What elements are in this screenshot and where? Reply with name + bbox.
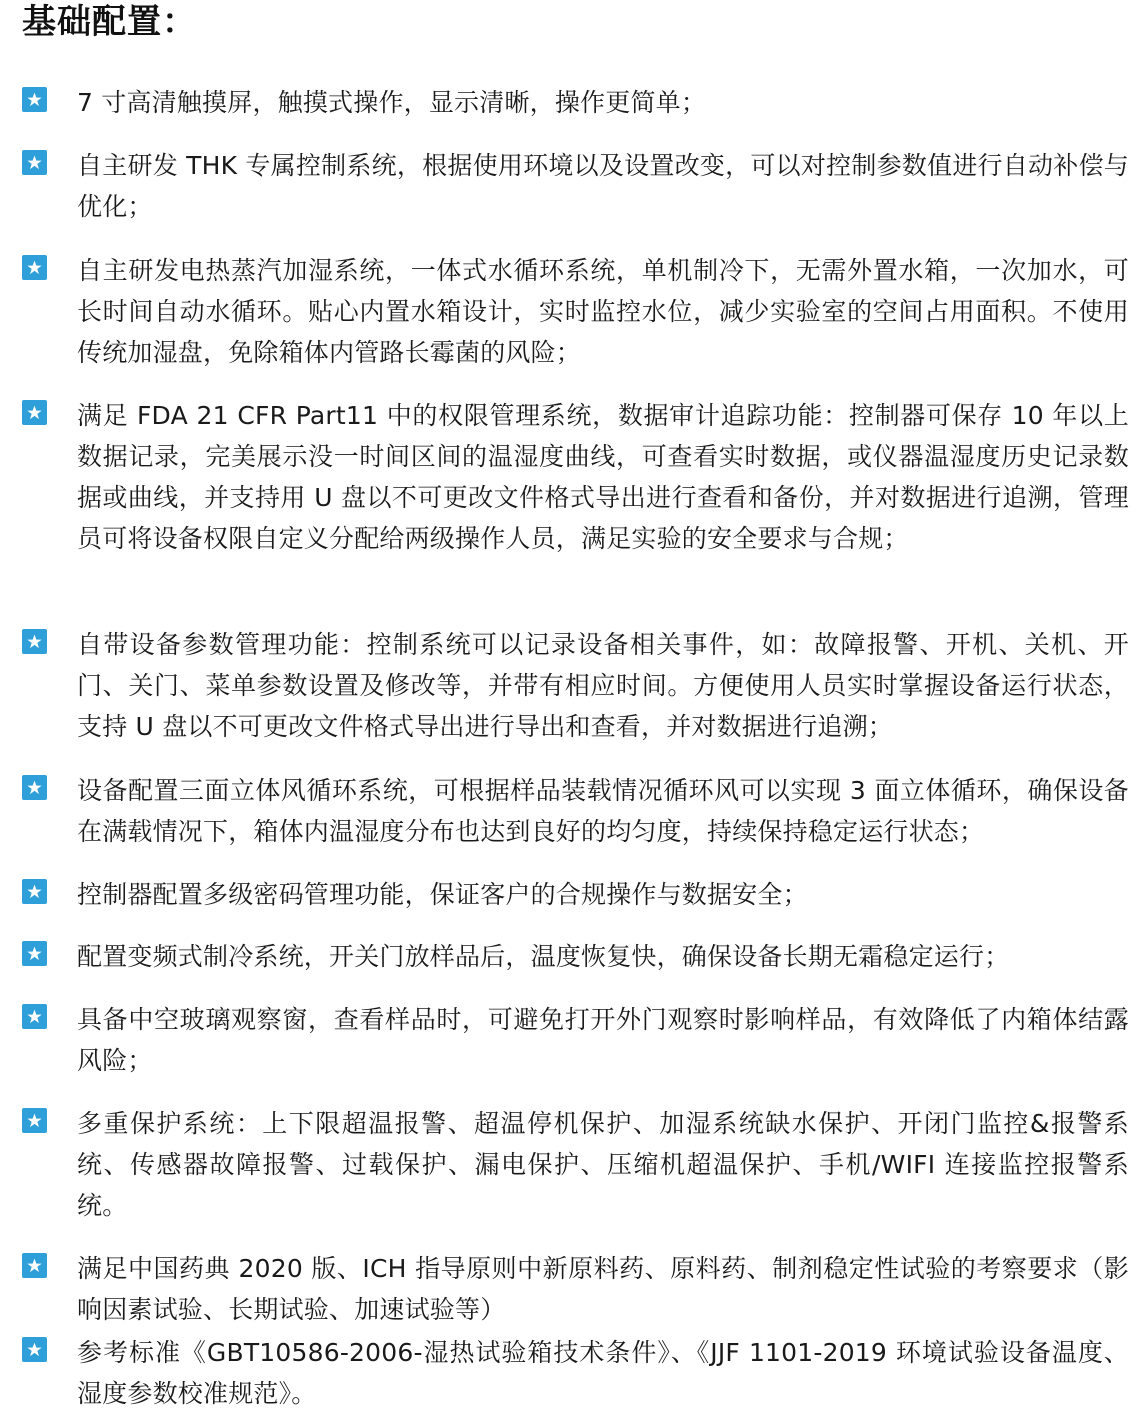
star-icon	[22, 1253, 47, 1278]
star-icon	[22, 629, 47, 654]
star-icon	[22, 87, 47, 112]
section-title: 基础配置：	[22, 2, 197, 42]
star-icon	[22, 1337, 47, 1362]
list-item-text: 满足 FDA 21 CFR Part11 中的权限管理系统，数据审计追踪功能：控制器可保存 10 年以上数据记录，完美展示没一时间区间的温湿度曲线，可查看实时数据，或仪器温湿度历史记录数据或曲线，并支持用 U 盘以不可更改文件格式导出进行查看和备份，并对数据进行追溯，管理员可将设备权限自定义分配给两级操作人员，满足实验的安全要求与合规；	[77, 401, 1129, 553]
list-item-text: 设备配置三面立体风循环系统，可根据样品装载情况循环风可以实现 3 面立体循环，确保设备在满载情况下，箱体内温湿度分布也达到良好的均匀度，持续保持稳定运行状态；	[77, 776, 1129, 846]
list-item-text: 自主研发电热蒸汽加湿系统，一体式水循环系统，单机制冷下，无需外置水箱，一次加水，可长时间自动水循环。贴心内置水箱设计，实时监控水位，减少实验室的空间占用面积。不使用传统加湿盘，免除箱体内管路长霉菌的风险；	[77, 256, 1129, 367]
star-icon	[22, 879, 47, 904]
star-icon	[22, 255, 47, 280]
list-item-text: 配置变频式制冷系统，开关门放样品后，温度恢复快，确保设备长期无霜稳定运行；	[77, 942, 1010, 971]
star-icon	[22, 941, 47, 966]
list-item-text: 多重保护系统：上下限超温报警、超温停机保护、加湿系统缺水保护、开闭门监控&报警系统、传感器故障报警、过载保护、漏电保护、压缩机超温保护、手机/WIFI 连接监控报警系统。	[77, 1109, 1129, 1220]
star-icon	[22, 150, 47, 175]
star-icon	[22, 400, 47, 425]
list-item-text: 控制器配置多级密码管理功能，保证客户的合规操作与数据安全；	[77, 880, 808, 909]
list-item-text: 自带设备参数管理功能：控制系统可以记录设备相关事件，如：故障报警、开机、关机、开门、关门、菜单参数设置及修改等，并带有相应时间。方便使用人员实时掌握设备运行状态，支持 U 盘以不可更改文件格式导出进行导出和查看，并对数据进行追溯；	[77, 630, 1129, 741]
list-item-text: 满足中国药典 2020 版、ICH 指导原则中新原料药、原料药、制剂稳定性试验的考察要求（影响因素试验、长期试验、加速试验等）	[77, 1254, 1129, 1324]
list-item-text: 自主研发 THK 专属控制系统，根据使用环境以及设置改变，可以对控制参数值进行自动补偿与优化；	[77, 151, 1129, 221]
list-item-text: 7 寸高清触摸屏，触摸式操作，显示清晰，操作更简单；	[77, 88, 707, 117]
list-item-text: 参考标准《GBT10586-2006-湿热试验箱技术条件》、《JJF 1101-2019 环境试验设备温度、湿度参数校准规范》。	[77, 1338, 1129, 1408]
star-icon	[22, 1108, 47, 1133]
star-icon	[22, 1004, 47, 1029]
list-item-text: 具备中空玻璃观察窗，查看样品时，可避免打开外门观察时影响样品，有效降低了内箱体结露风险；	[77, 1005, 1129, 1075]
star-icon	[22, 775, 47, 800]
